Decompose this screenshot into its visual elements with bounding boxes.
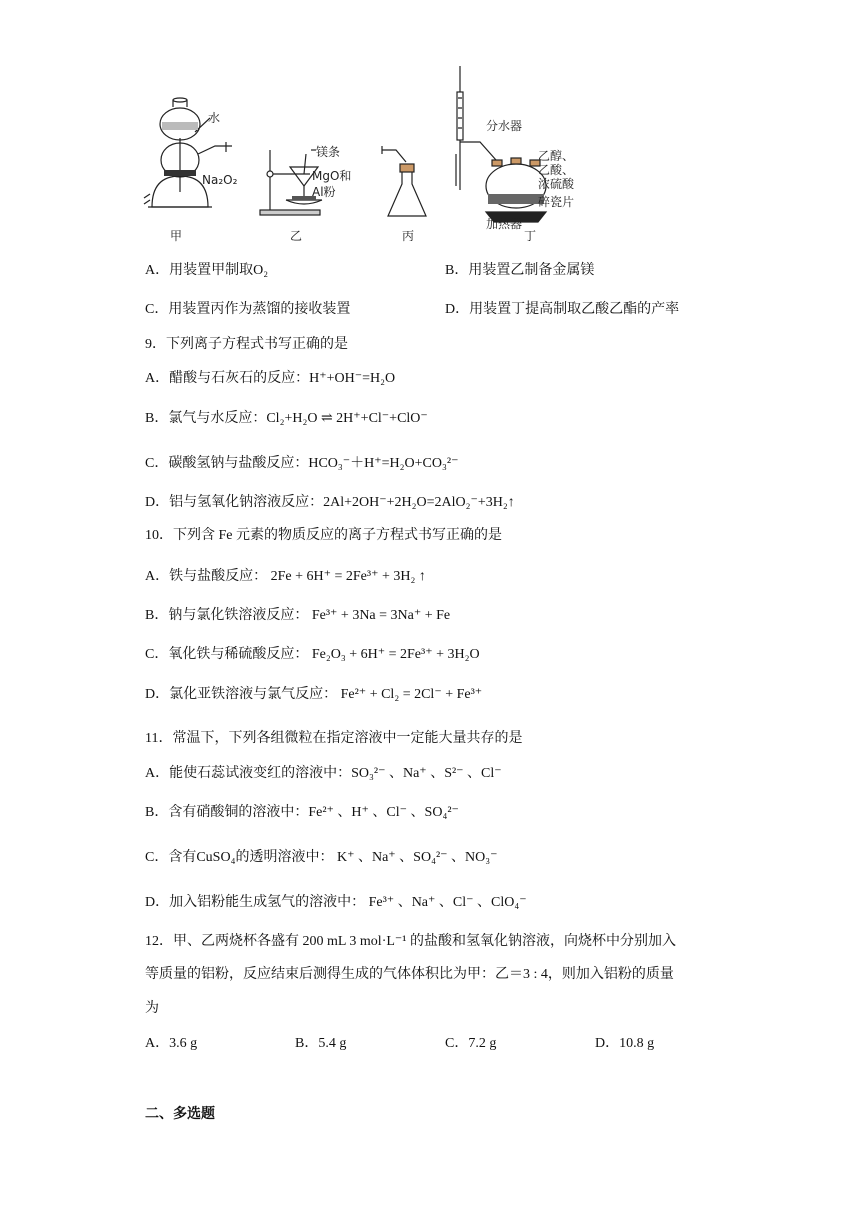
liquid-mixture xyxy=(488,194,544,204)
q12-option-b: B．5.4 g xyxy=(295,1036,347,1051)
q8-option-a: A．用装置甲制取O₂ xyxy=(145,263,269,278)
label-reagents-2: 乙酸、 xyxy=(538,163,575,177)
q12-stem-line3: 为 xyxy=(145,1001,159,1016)
q12-option-c: C．7.2 g xyxy=(445,1036,497,1051)
q10-option-b: B．钠与氯化铁溶液反应： Fe³⁺ + 3Na = 3Na⁺ + Fe xyxy=(145,608,451,623)
q12-option-a: A．3.6 g xyxy=(145,1036,198,1051)
caption-ding: 丁 xyxy=(524,229,537,242)
label-mgo-al-2: Al粉 xyxy=(312,185,336,199)
q9-option-c: C．碳酸氢钠与盐酸反应：HCO₃⁻＋H⁺=H₂O+CO₃²⁻ xyxy=(145,456,459,471)
label-mgo-al-1: MgO和 xyxy=(312,169,352,183)
water-level xyxy=(162,122,198,130)
q11-option-c: C．含有CuSO₄的透明溶液中： K⁺ 、Na⁺ 、SO₄²⁻ 、NO₃⁻ xyxy=(145,850,498,865)
na2o2-solid xyxy=(164,170,196,176)
q11-option-a: A．能使石蕊试液变红的溶液中：SO₃²⁻ 、Na⁺ 、S²⁻ 、Cl⁻ xyxy=(145,766,502,781)
q11-stem: 11．常温下，下列各组微粒在指定溶液中一定能大量共存的是 xyxy=(145,731,523,746)
label-water: 水 xyxy=(208,111,221,125)
q9-option-d: D．铝与氢氧化钠溶液反应：2Al+2OH⁻+2H₂O=2AlO₂⁻+3H₂↑ xyxy=(145,495,515,510)
q12-option-d: D．10.8 g xyxy=(595,1036,655,1051)
label-heater: 加热器 xyxy=(486,217,523,231)
section-heading-multiple-choice: 二、多选题 xyxy=(145,1106,215,1122)
label-chips: 碎瓷片 xyxy=(538,195,575,209)
q9-option-b: B．氯气与水反应：Cl₂+H₂O ⇌ 2H⁺+Cl⁻+ClO⁻ xyxy=(145,411,428,426)
q10-option-a: A．铁与盐酸反应： 2Fe + 6H⁺ = 2Fe³⁺ + 3H₂ ↑ xyxy=(145,569,426,584)
caption-bing: 丙 xyxy=(402,229,415,242)
label-separator: 分水器 xyxy=(486,119,523,133)
caption-jia: 甲 xyxy=(170,229,183,242)
q8-option-b: B．用装置乙制备金属镁 xyxy=(445,263,595,278)
label-reagents-3: 浓硫酸 xyxy=(538,177,575,191)
q10-option-c: C．氧化铁与稀硫酸反应： Fe₂O₃ + 6H⁺ = 2Fe³⁺ + 3H₂O xyxy=(145,647,480,662)
apparatus-figure xyxy=(140,62,590,242)
q10-option-d: D．氯化亚铁溶液与氯气反应： Fe²⁺ + Cl₂ = 2Cl⁻ + Fe³⁺ xyxy=(145,687,483,702)
label-mg-strip: 镁条 xyxy=(316,145,341,159)
q10-stem: 10．下列含 Fe 元素的物质反应的离子方程式书写正确的是 xyxy=(145,528,502,543)
caption-yi: 乙 xyxy=(290,229,303,242)
q12-stem-line1: 12．甲、乙两烧杯各盛有 200 mL 3 mol·L⁻¹ 的盐酸和氢氧化钠溶液，向烧杯中分别加入 xyxy=(145,934,677,949)
label-na2o2: Na₂O₂ xyxy=(202,173,238,187)
label-reagents-1: 乙醇、 xyxy=(538,149,575,163)
q8-option-d: D．用装置丁提高制取乙酸乙酯的产率 xyxy=(445,302,680,317)
q8-option-c: C．用装置丙作为蒸馏的接收装置 xyxy=(145,302,351,317)
q12-stem-line2: 等质量的铝粉，反应结束后测得生成的气体体积比为甲：乙＝3 : 4，则加入铝粉的质量 xyxy=(145,967,674,982)
q11-option-d: D．加入铝粉能生成氢气的溶液中： Fe³⁺ 、Na⁺ 、Cl⁻ 、ClO₄⁻ xyxy=(145,895,527,910)
q11-option-b: B．含有硝酸铜的溶液中：Fe²⁺ 、H⁺ 、Cl⁻ 、SO₄²⁻ xyxy=(145,805,459,820)
apparatus-bing xyxy=(382,146,426,216)
q9-option-a: A．醋酸与石灰石的反应：H⁺+OH⁻=H₂O xyxy=(145,371,396,386)
q9-stem: 9．下列离子方程式书写正确的是 xyxy=(145,337,348,352)
